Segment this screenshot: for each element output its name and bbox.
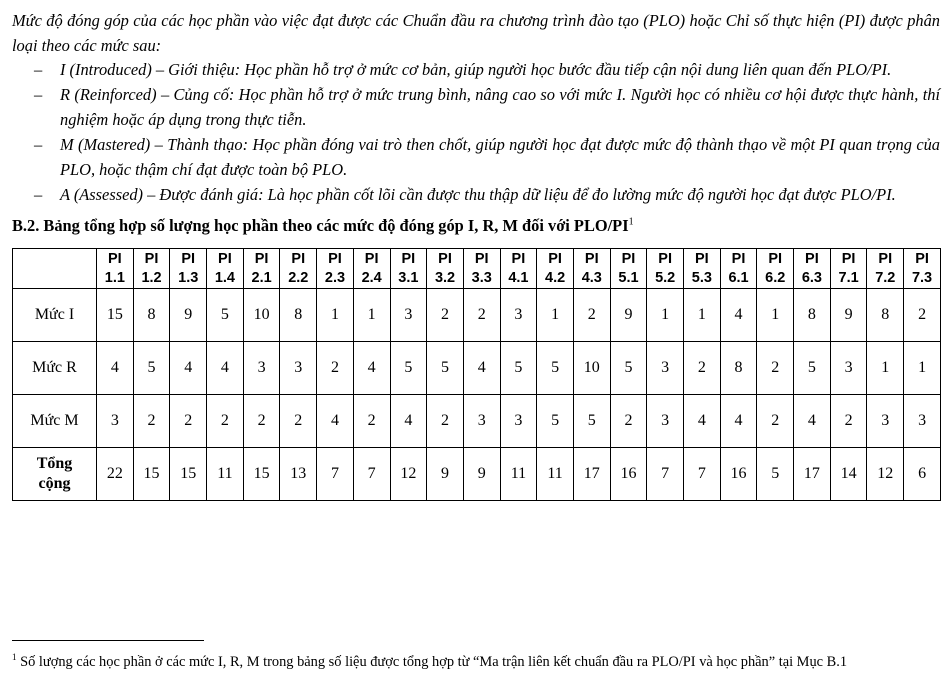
table-cell: 5 xyxy=(390,342,427,395)
table-cell: 15 xyxy=(243,448,280,501)
column-header xyxy=(720,249,757,289)
header-prefix: PI xyxy=(694,250,709,267)
column-header xyxy=(97,249,134,289)
column-header xyxy=(610,249,647,289)
table-cell: 8 xyxy=(794,289,831,342)
table-cell: 17 xyxy=(573,448,610,501)
header-prefix: PI xyxy=(805,250,819,267)
header-prefix: PI xyxy=(474,250,489,267)
header-number: 1.4 xyxy=(214,269,235,286)
table-cell: 8 xyxy=(280,289,317,342)
list-item-text: M (Mastered) – Thành thạo: Học phần đóng vai trò then chốt, giúp người học đạt được mức độ thành thạo về một PI quan trọng của PLO, hoặc thậm chí đạt được toàn bộ PLO. xyxy=(60,135,940,179)
column-header xyxy=(463,249,500,289)
bullet: – xyxy=(34,85,43,104)
header-number: 1.3 xyxy=(178,269,199,286)
column-header xyxy=(647,249,684,289)
table-cell: 3 xyxy=(867,395,904,448)
table-cell: 1 xyxy=(317,289,354,342)
table-cell: 5 xyxy=(500,342,537,395)
corner-cell xyxy=(13,249,97,289)
table-cell: 4 xyxy=(390,395,427,448)
list-item-text: A (Assessed) – Được đánh giá: Là học phần cốt lõi cần được thu thập dữ liệu để đo lường mức độ người học đạt được PLO/PI. xyxy=(60,185,896,204)
column-header xyxy=(830,249,867,289)
list-item-text: I (Introduced) – Giới thiệu: Học phần hỗ trợ ở mức cơ bản, giúp người học bước đầu tiếp cận nội dung liên quan đến PLO/PI. xyxy=(60,60,892,79)
header-prefix: PI xyxy=(915,250,929,267)
table-cell: 16 xyxy=(720,448,757,501)
table-cell: 5 xyxy=(427,342,464,395)
table-cell: 11 xyxy=(207,448,244,501)
column-header xyxy=(904,249,941,289)
table-cell: 5 xyxy=(757,448,794,501)
header-prefix: PI xyxy=(254,250,269,267)
table-cell: 9 xyxy=(427,448,464,501)
header-number: 3.1 xyxy=(398,269,419,286)
row-label: Mức R xyxy=(13,342,97,395)
footnote-text: Số lượng các học phần ở các mức I, R, M trong bảng số liệu được tổng hợp từ “Ma trận liên kết chuẩn đầu ra PLO/PI và học phần” tại Mục B.1 xyxy=(20,653,848,670)
footnote-divider xyxy=(12,640,204,641)
intro-paragraph: Mức độ đóng góp của các học phần vào việc đạt được các Chuẩn đầu ra chương trình đào tạo (PLO) hoặc Chỉ số thực hiện (PI) được phân loại theo các mức sau: xyxy=(12,11,940,55)
header-prefix: PI xyxy=(107,250,122,267)
row-label: Mức I xyxy=(13,289,97,342)
header-number: 6.1 xyxy=(728,269,749,286)
table-cell: 3 xyxy=(500,395,537,448)
table-cell: 2 xyxy=(757,395,794,448)
table-row xyxy=(13,289,941,342)
table-cell: 2 xyxy=(427,395,464,448)
column-header xyxy=(243,249,280,289)
table-row xyxy=(13,342,941,395)
table-cell: 9 xyxy=(830,289,867,342)
summary-table xyxy=(12,248,941,501)
column-header xyxy=(317,249,354,289)
header-number: 6.3 xyxy=(801,269,822,286)
header-prefix: PI xyxy=(584,250,599,267)
list-item-reinforced xyxy=(34,82,940,132)
table-cell: 1 xyxy=(684,289,721,342)
header-prefix: PI xyxy=(144,250,159,267)
table-cell: 5 xyxy=(573,395,610,448)
table-cell: 4 xyxy=(463,342,500,395)
table-cell: 9 xyxy=(170,289,207,342)
table-cell: 22 xyxy=(97,448,134,501)
table-cell: 2 xyxy=(684,342,721,395)
header-prefix: PI xyxy=(364,250,379,267)
table-cell: 12 xyxy=(867,448,904,501)
table-cell: 16 xyxy=(610,448,647,501)
table-cell: 3 xyxy=(280,342,317,395)
table-header-row xyxy=(13,249,941,289)
table-cell: 2 xyxy=(830,395,867,448)
list-item-introduced xyxy=(34,57,940,82)
header-prefix: PI xyxy=(731,250,746,267)
header-prefix: PI xyxy=(181,250,196,267)
column-header xyxy=(133,249,170,289)
table-cell: 7 xyxy=(317,448,354,501)
column-header xyxy=(573,249,610,289)
table-cell: 3 xyxy=(647,342,684,395)
table-cell: 8 xyxy=(720,342,757,395)
list-item-assessed xyxy=(34,182,940,207)
header-number: 2.4 xyxy=(361,269,382,286)
header-prefix: PI xyxy=(768,250,783,267)
table-cell: 2 xyxy=(463,289,500,342)
header-prefix: PI xyxy=(401,250,416,267)
column-header xyxy=(684,249,721,289)
table-cell: 3 xyxy=(97,395,134,448)
footnote-number: 1 xyxy=(12,652,17,662)
header-number: 1.2 xyxy=(141,269,162,286)
header-number: 2.3 xyxy=(324,269,346,286)
section-heading xyxy=(12,216,634,236)
table-cell: 2 xyxy=(353,395,390,448)
bullet: – xyxy=(34,60,43,79)
table-cell: 2 xyxy=(207,395,244,448)
table-cell: 2 xyxy=(610,395,647,448)
table-cell: 5 xyxy=(133,342,170,395)
table-cell: 8 xyxy=(867,289,904,342)
header-prefix: PI xyxy=(621,250,636,267)
column-header xyxy=(500,249,537,289)
table-cell: 5 xyxy=(610,342,647,395)
table-cell: 1 xyxy=(537,289,574,342)
header-number: 7.1 xyxy=(838,269,859,286)
header-number: 1.1 xyxy=(104,269,125,286)
table-cell: 9 xyxy=(463,448,500,501)
table-cell: 1 xyxy=(353,289,390,342)
table-cell: 4 xyxy=(794,395,831,448)
table-cell: 1 xyxy=(647,289,684,342)
column-header xyxy=(757,249,794,289)
table-cell: 3 xyxy=(500,289,537,342)
table-cell: 2 xyxy=(757,342,794,395)
table-cell: 8 xyxy=(133,289,170,342)
header-number: 5.1 xyxy=(618,269,639,286)
header-number: 4.1 xyxy=(508,269,529,286)
table-cell: 3 xyxy=(904,395,941,448)
column-header xyxy=(353,249,390,289)
footnote-ref[interactable]: 1 xyxy=(628,216,634,228)
header-number: 7.3 xyxy=(911,269,933,286)
table-cell: 1 xyxy=(904,342,941,395)
table-cell: 1 xyxy=(867,342,904,395)
column-header xyxy=(207,249,244,289)
row-label: Mức M xyxy=(13,395,97,448)
table-cell: 5 xyxy=(537,395,574,448)
table-cell: 4 xyxy=(97,342,134,395)
table-cell: 15 xyxy=(170,448,207,501)
bullet: – xyxy=(34,135,43,154)
table-cell: 2 xyxy=(904,289,941,342)
table-cell: 4 xyxy=(170,342,207,395)
table-cell: 12 xyxy=(390,448,427,501)
table-cell: 9 xyxy=(610,289,647,342)
table-cell: 4 xyxy=(353,342,390,395)
table-cell: 7 xyxy=(684,448,721,501)
table-cell: 2 xyxy=(243,395,280,448)
table-cell: 14 xyxy=(830,448,867,501)
header-number: 7.2 xyxy=(875,269,896,286)
header-number: 6.2 xyxy=(765,269,786,286)
table-cell: 7 xyxy=(353,448,390,501)
column-header xyxy=(867,249,904,289)
table-cell: 5 xyxy=(207,289,244,342)
table-cell: 3 xyxy=(463,395,500,448)
header-prefix: PI xyxy=(438,250,452,267)
table-cell: 5 xyxy=(537,342,574,395)
header-number: 5.3 xyxy=(691,269,712,286)
header-prefix: PI xyxy=(218,250,232,267)
table-cell: 3 xyxy=(243,342,280,395)
table-cell: 10 xyxy=(243,289,280,342)
list-item-text: R (Reinforced) – Củng cố: Học phần hỗ trợ ở mức trung bình, nâng cao so với mức I. Người học có nhiều cơ hội được thực hành, thí nghiệm hoặc áp dụng trong thực tiễn. xyxy=(60,85,940,129)
bullet: – xyxy=(34,185,43,204)
header-prefix: PI xyxy=(511,250,526,267)
table-cell: 5 xyxy=(794,342,831,395)
column-header xyxy=(794,249,831,289)
heading-text: B.2. Bảng tổng hợp số lượng học phần theo các mức độ đóng góp I, R, M đối với PLO/PI xyxy=(12,216,629,235)
table-cell: 1 xyxy=(757,289,794,342)
header-number: 2.2 xyxy=(288,269,309,286)
table-cell: 2 xyxy=(133,395,170,448)
column-header xyxy=(427,249,464,289)
header-prefix: PI xyxy=(548,250,562,267)
table-cell: 4 xyxy=(720,395,757,448)
table-cell: 11 xyxy=(537,448,574,501)
table-cell: 15 xyxy=(97,289,134,342)
table-cell: 2 xyxy=(280,395,317,448)
table-cell: 2 xyxy=(573,289,610,342)
header-number: 3.3 xyxy=(471,269,492,286)
table-cell: 3 xyxy=(390,289,427,342)
table-row xyxy=(13,395,941,448)
header-number: 4.3 xyxy=(581,269,602,286)
column-header xyxy=(170,249,207,289)
table-cell: 4 xyxy=(720,289,757,342)
header-number: 3.2 xyxy=(434,269,456,286)
header-prefix: PI xyxy=(878,250,893,267)
header-prefix: PI xyxy=(328,250,342,267)
column-header xyxy=(280,249,317,289)
header-number: 2.1 xyxy=(251,269,272,286)
column-header xyxy=(390,249,427,289)
table-cell: 13 xyxy=(280,448,317,501)
table-cell: 3 xyxy=(647,395,684,448)
table-cell: 6 xyxy=(904,448,941,501)
table-cell: 2 xyxy=(427,289,464,342)
table-cell: 15 xyxy=(133,448,170,501)
table-cell: 2 xyxy=(317,342,354,395)
header-number: 5.2 xyxy=(655,269,676,286)
list-item-mastered xyxy=(34,132,940,182)
header-prefix: PI xyxy=(291,250,306,267)
table-cell: 7 xyxy=(647,448,684,501)
table-cell: 4 xyxy=(317,395,354,448)
table-cell: 10 xyxy=(573,342,610,395)
header-prefix: PI xyxy=(841,250,856,267)
header-number: 4.2 xyxy=(545,269,566,286)
column-header xyxy=(537,249,574,289)
table-cell: 3 xyxy=(830,342,867,395)
header-prefix: PI xyxy=(658,250,672,267)
table-cell: 4 xyxy=(684,395,721,448)
table-cell: 11 xyxy=(500,448,537,501)
table-cell: 2 xyxy=(170,395,207,448)
footnote xyxy=(12,652,847,671)
table-row xyxy=(13,448,941,501)
table-cell: 17 xyxy=(794,448,831,501)
table-cell: 4 xyxy=(207,342,244,395)
row-label: Tổng cộng xyxy=(13,448,97,501)
